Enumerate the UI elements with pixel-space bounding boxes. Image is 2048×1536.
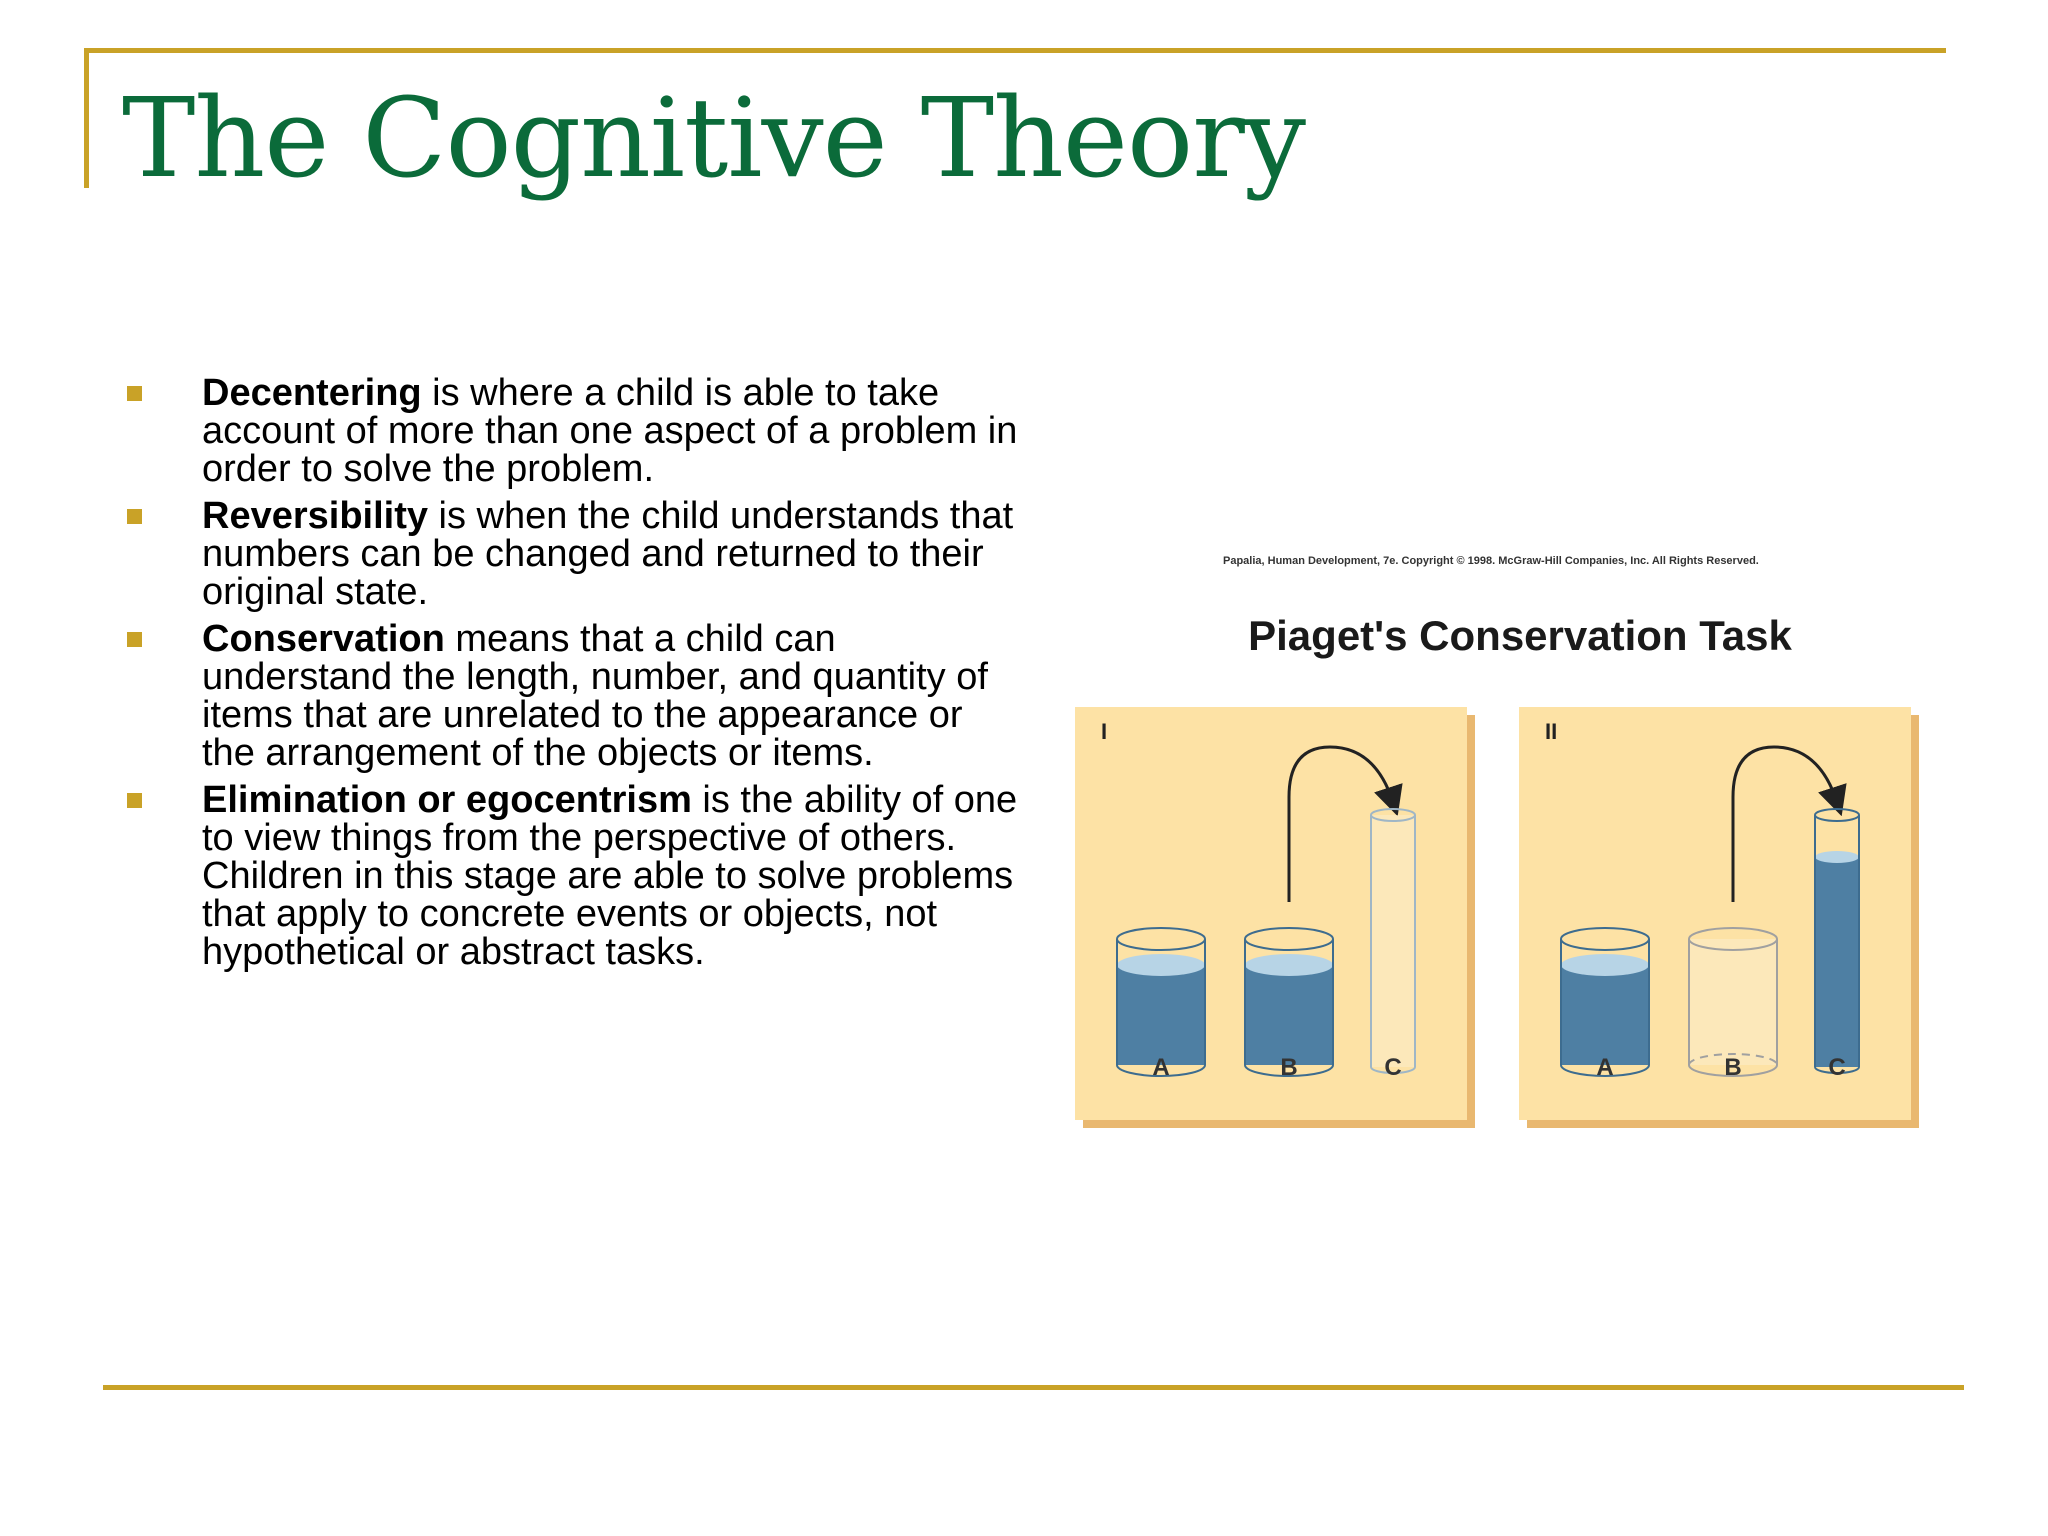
cup-label-c: C xyxy=(1384,1054,1402,1081)
bullet-list xyxy=(120,374,1020,980)
cup-label-b: B xyxy=(1724,1054,1742,1081)
bullet-text xyxy=(202,781,1020,971)
bullet-term: Decentering xyxy=(202,372,422,414)
panel-label: II xyxy=(1545,719,1558,744)
slide-title: The Cognitive Theory xyxy=(122,74,1305,202)
bullet-text xyxy=(202,374,1020,488)
bullet-item-conservation xyxy=(120,620,1020,772)
bullet-description: is when the child understands that numbers can be changed and returned to their original state. xyxy=(202,495,1014,613)
bullet-description: is the ability of one to view things from the perspective of others. Children in this stage are able to solve problems that apply to concrete events or objects, not hypothetical or abstract tasks. xyxy=(202,779,1018,973)
cup-label-a: A xyxy=(1152,1054,1170,1081)
bullet-square-icon xyxy=(127,793,142,808)
bottom-rule xyxy=(103,1385,1964,1390)
cup-label-c: C xyxy=(1828,1054,1846,1081)
bullet-item-decentering xyxy=(120,374,1020,488)
bullet-item-reversibility xyxy=(120,497,1020,611)
left-rule xyxy=(84,48,89,188)
bullet-term: Conservation xyxy=(202,618,445,660)
bullet-square-icon xyxy=(127,386,142,401)
bullet-square-icon xyxy=(127,509,142,524)
figure-title: Piaget's Conservation Task xyxy=(1248,612,1792,659)
bullet-square-icon xyxy=(127,632,142,647)
conservation-task-figure xyxy=(1070,540,1970,1140)
cup-label-b: B xyxy=(1280,1054,1298,1081)
panel-one xyxy=(1075,707,1467,1120)
bullet-description: means that a child can understand the length, number, and quantity of items that are unrelated to the appearance or the arrangement of the objects or items. xyxy=(202,618,988,774)
bullet-term: Reversibility xyxy=(202,495,428,537)
panel-two xyxy=(1519,707,1911,1120)
cup-label-a: A xyxy=(1596,1054,1614,1081)
tall-tube-c-filled-icon xyxy=(1815,809,1859,1073)
panel-label: I xyxy=(1101,719,1108,744)
bullet-description: is where a child is able to take account of more than one aspect of a problem in order to solve the problem. xyxy=(202,372,1018,490)
tall-tube-c-icon xyxy=(1371,809,1415,1073)
figure-credit: Papalia, Human Development, 7e. Copyright © 1998. McGraw-Hill Companies, Inc. All Rights Reserved. xyxy=(1223,555,1759,567)
bullet-term: Elimination or egocentrism xyxy=(202,779,692,821)
top-rule xyxy=(84,48,1946,53)
bullet-text xyxy=(202,497,1020,611)
bullet-text xyxy=(202,620,1020,772)
bullet-item-egocentrism xyxy=(120,781,1020,971)
